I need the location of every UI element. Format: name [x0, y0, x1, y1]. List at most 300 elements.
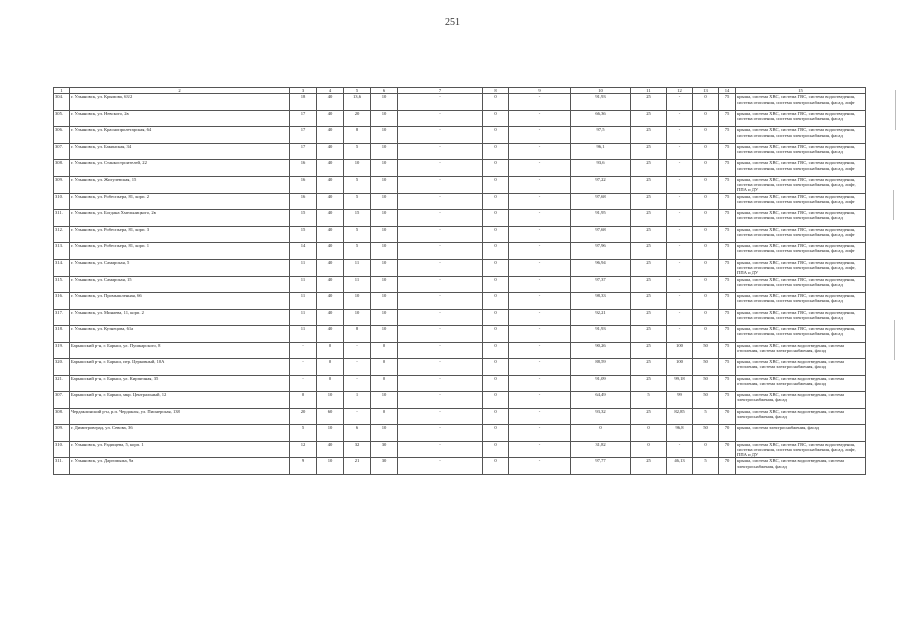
value-cell: 21 [344, 458, 371, 475]
value-cell: - [398, 276, 483, 293]
value-cell: 75 [719, 259, 736, 276]
value-cell: 10 [371, 293, 398, 310]
value-cell: 10 [371, 160, 398, 177]
table-row [54, 110, 866, 127]
table-row [54, 243, 866, 260]
value-cell: 50 [693, 342, 719, 359]
value-cell: - [667, 326, 693, 343]
column-number-cell: 13 [693, 88, 719, 94]
value-cell: 0 [483, 276, 509, 293]
value-cell: 75 [719, 160, 736, 177]
table-row [54, 392, 866, 409]
value-cell: 5 [693, 408, 719, 425]
value-cell: 10 [371, 309, 398, 326]
value-cell: - [398, 293, 483, 310]
value-cell: 0 [483, 425, 509, 442]
table-row [54, 408, 866, 425]
table-row [54, 441, 866, 458]
value-cell: - [509, 309, 571, 326]
value-cell: 97,22 [571, 176, 631, 193]
works-cell: крыша, система ХВС, система ГВС, система водоотведения, система отопления, система электроснабжения, фасад [736, 143, 866, 160]
value-cell: - [398, 326, 483, 343]
works-cell: крыша, система ХВС, система ГВС, система водоотведения, система отопления, система электроснабжения, фасад, лифт [736, 243, 866, 260]
value-cell: 25 [631, 458, 667, 475]
value-cell: - [398, 441, 483, 458]
row-number-cell: 314. [54, 259, 70, 276]
column-number-cell: 3 [290, 88, 317, 94]
value-cell: - [509, 458, 571, 475]
value-cell: - [509, 127, 571, 144]
value-cell: 16 [290, 160, 317, 177]
value-cell: 25 [631, 293, 667, 310]
value-cell: 96,94 [571, 259, 631, 276]
value-cell: 0 [371, 408, 398, 425]
value-cell: 0 [483, 127, 509, 144]
value-cell: 17 [290, 127, 317, 144]
value-cell: - [667, 259, 693, 276]
column-number-cell: 6 [371, 88, 398, 94]
value-cell: - [398, 127, 483, 144]
value-cell: 0 [631, 441, 667, 458]
value-cell: 0 [483, 94, 509, 111]
table-row [54, 176, 866, 193]
value-cell: 10 [344, 309, 371, 326]
value-cell: - [667, 441, 693, 458]
page-number: 251 [445, 17, 460, 28]
address-cell: Барышский р-н, г. Барыш, ул. Кирпичная, 35 [70, 375, 290, 392]
value-cell: 0 [483, 160, 509, 177]
value-cell: - [667, 309, 693, 326]
value-cell: - [398, 210, 483, 227]
value-cell: - [509, 276, 571, 293]
works-cell: крыша, система ХВС, система ГВС, система водоотведения, система отопления, система электроснабжения, фасад [736, 276, 866, 293]
value-cell: 50 [693, 375, 719, 392]
value-cell: 16 [290, 176, 317, 193]
value-cell: - [509, 243, 571, 260]
value-cell: 10 [344, 293, 371, 310]
works-cell: крыша, система ХВС, система водоотведения, система электроснабжения, фасад [736, 458, 866, 475]
works-cell: крыша, система ХВС, система ГВС, система водоотведения, система отопления, система электроснабжения, фасад [736, 210, 866, 227]
margin-mark [893, 190, 894, 220]
row-number-cell: 318. [54, 326, 70, 343]
works-cell: крыша, система ХВС, система ГВС, система водоотведения, система отопления, система электроснабжения, фасад [736, 110, 866, 127]
value-cell: 0 [693, 110, 719, 127]
value-cell: 25 [631, 326, 667, 343]
value-cell: - [344, 342, 371, 359]
housing-repair-table [53, 87, 866, 475]
works-cell: крыша, система ХВС, система ГВС, система водоотведения, система отопления, система электроснабжения, фасад, лифт, ППА и ДУ [736, 441, 866, 458]
row-number-cell: 309. [54, 176, 70, 193]
value-cell: 5 [344, 176, 371, 193]
value-cell: 0 [693, 276, 719, 293]
value-cell: 0 [483, 342, 509, 359]
value-cell: - [509, 359, 571, 376]
value-cell: 10 [371, 425, 398, 442]
value-cell: 10 [371, 127, 398, 144]
value-cell: 96,8 [667, 425, 693, 442]
value-cell: 0 [371, 359, 398, 376]
value-cell: - [667, 243, 693, 260]
value-cell: 0 [483, 110, 509, 127]
value-cell: - [290, 359, 317, 376]
value-cell: - [398, 425, 483, 442]
value-cell: 5 [344, 243, 371, 260]
value-cell: 5 [290, 425, 317, 442]
margin-mark [895, 90, 896, 130]
value-cell: - [509, 342, 571, 359]
value-cell: - [509, 326, 571, 343]
value-cell: 25 [631, 127, 667, 144]
value-cell: 1 [344, 392, 371, 409]
row-number-cell: 315. [54, 276, 70, 293]
works-cell: крыша, система ХВС, система водоотведения, система отопления, система электроснабжения, фасад [736, 342, 866, 359]
value-cell: - [344, 359, 371, 376]
table-row [54, 226, 866, 243]
value-cell: 40 [317, 193, 344, 210]
address-cell: г. Ульяновск, ул. Самарская, 15 [70, 276, 290, 293]
value-cell: 25 [631, 226, 667, 243]
table-row [54, 160, 866, 177]
value-cell: 25 [631, 243, 667, 260]
value-cell: 5 [344, 226, 371, 243]
value-cell: 25 [631, 276, 667, 293]
value-cell: - [398, 176, 483, 193]
value-cell: 50 [693, 392, 719, 409]
address-cell: Барышский р-н, г. Барыш, пер. Церковный, 10А [70, 359, 290, 376]
value-cell: - [667, 94, 693, 111]
value-cell: - [398, 226, 483, 243]
works-cell: крыша, система ХВС, система водоотведения, система электроснабжения, фасад [736, 392, 866, 409]
value-cell: 40 [317, 259, 344, 276]
value-cell: 11 [344, 259, 371, 276]
value-cell: - [509, 160, 571, 177]
value-cell: - [667, 143, 693, 160]
value-cell: 0 [693, 326, 719, 343]
row-number-cell: 310. [54, 193, 70, 210]
value-cell: - [509, 176, 571, 193]
row-number-cell: 321. [54, 375, 70, 392]
value-cell: 75 [719, 326, 736, 343]
value-cell: 75 [719, 359, 736, 376]
table-row [54, 342, 866, 359]
value-cell: 46,13 [667, 458, 693, 475]
works-cell: крыша, система ХВС, система ГВС, система водоотведения, система отопления, система электроснабжения, фасад, лифт, ППА и ДУ [736, 176, 866, 193]
value-cell: 0 [693, 143, 719, 160]
value-cell: 31,82 [571, 441, 631, 458]
value-cell: 70 [719, 408, 736, 425]
value-cell: 40 [317, 143, 344, 160]
value-cell: 75 [719, 143, 736, 160]
value-cell: - [667, 160, 693, 177]
value-cell: 40 [317, 94, 344, 111]
value-cell: 0 [483, 259, 509, 276]
table-row [54, 127, 866, 144]
value-cell: - [667, 127, 693, 144]
address-cell: Барышский р-н, г. Барыш, мкр. Центральный, 12 [70, 392, 290, 409]
value-cell: 99,18 [667, 375, 693, 392]
value-cell: - [398, 94, 483, 111]
value-cell: 6 [344, 425, 371, 442]
value-cell: - [398, 408, 483, 425]
table-row [54, 210, 866, 227]
row-number-cell: 311. [54, 210, 70, 227]
value-cell: 25 [631, 359, 667, 376]
value-cell: 25 [631, 94, 667, 111]
value-cell: 10 [371, 259, 398, 276]
address-cell: г. Ульяновск, ул. Минаева, 11, корп. 2 [70, 309, 290, 326]
row-number-cell: 316. [54, 293, 70, 310]
address-cell: Чердаклинский р-н, р.п. Чердаклы, ул. Пионерская, 138 [70, 408, 290, 425]
value-cell: 75 [719, 293, 736, 310]
value-cell: 0 [371, 375, 398, 392]
value-cell: 0 [693, 176, 719, 193]
address-cell: г. Ульяновск, ул. Станкостроителей, 22 [70, 160, 290, 177]
value-cell: 70 [719, 441, 736, 458]
value-cell: 75 [719, 226, 736, 243]
value-cell: 97,5 [571, 127, 631, 144]
address-cell: г. Ульяновск, ул. Жигулевская, 15 [70, 176, 290, 193]
value-cell: 100 [667, 342, 693, 359]
value-cell: - [667, 276, 693, 293]
address-cell: г. Ульяновск, ул. Робеспьера, 81, корп. 1 [70, 243, 290, 260]
value-cell: 20 [290, 408, 317, 425]
column-number-cell: 10 [571, 88, 631, 94]
column-number-cell: 2 [70, 88, 290, 94]
value-cell: 0 [483, 193, 509, 210]
value-cell: 10 [317, 458, 344, 475]
value-cell: 0 [483, 408, 509, 425]
address-cell: г. Ульяновск, ул. Богдана Хмельницкого, 2в [70, 210, 290, 227]
value-cell: - [509, 210, 571, 227]
value-cell: 70 [719, 458, 736, 475]
margin-mark [894, 320, 895, 360]
value-cell: - [398, 309, 483, 326]
address-cell: г. Димитровград, ул. Севова, 36 [70, 425, 290, 442]
value-cell: 75 [719, 176, 736, 193]
value-cell: 10 [317, 392, 344, 409]
value-cell: - [509, 259, 571, 276]
value-cell: 0 [290, 392, 317, 409]
value-cell: 25 [631, 408, 667, 425]
value-cell: 91,93 [571, 94, 631, 111]
value-cell: 75 [719, 243, 736, 260]
value-cell: 40 [317, 243, 344, 260]
value-cell: - [667, 226, 693, 243]
table-row [54, 143, 866, 160]
table-row [54, 259, 866, 276]
value-cell: 5 [344, 143, 371, 160]
value-cell: 93,6 [571, 160, 631, 177]
works-cell: крыша, система ХВС, система ГВС, система водоотведения, система отопления, система электроснабжения, фасад [736, 309, 866, 326]
value-cell: 25 [631, 176, 667, 193]
value-cell: 25 [631, 193, 667, 210]
value-cell: 20 [344, 110, 371, 127]
address-cell: Барышский р-н, г. Барыш, ул. Пушкарского, 8 [70, 342, 290, 359]
row-number-cell: 306. [54, 127, 70, 144]
value-cell: 32 [344, 441, 371, 458]
value-cell: 92,21 [571, 309, 631, 326]
value-cell: - [290, 375, 317, 392]
column-number-cell: 11 [631, 88, 667, 94]
value-cell: 12 [290, 441, 317, 458]
value-cell: - [667, 110, 693, 127]
row-number-cell: 313. [54, 243, 70, 260]
value-cell: - [509, 110, 571, 127]
works-cell: крыша, система ХВС, система ГВС, система водоотведения, система отопления, система электроснабжения, фасад [736, 127, 866, 144]
value-cell: 10 [371, 243, 398, 260]
value-cell: 10 [344, 160, 371, 177]
value-cell: 40 [317, 160, 344, 177]
value-cell: - [398, 143, 483, 160]
value-cell: 10 [371, 176, 398, 193]
column-number-cell: 12 [667, 88, 693, 94]
value-cell: 0 [483, 243, 509, 260]
value-cell: - [509, 293, 571, 310]
value-cell: - [344, 408, 371, 425]
value-cell: 30 [371, 441, 398, 458]
value-cell: 0 [483, 210, 509, 227]
value-cell: 70 [719, 425, 736, 442]
value-cell: - [398, 458, 483, 475]
value-cell: 40 [317, 276, 344, 293]
value-cell: 40 [317, 309, 344, 326]
value-cell: 11 [290, 309, 317, 326]
value-cell: 25 [631, 143, 667, 160]
value-cell: 0 [317, 359, 344, 376]
value-cell: 25 [631, 160, 667, 177]
column-number-cell: 9 [509, 88, 571, 94]
value-cell: 17 [290, 143, 317, 160]
value-cell: 17 [290, 110, 317, 127]
value-cell: 16 [290, 193, 317, 210]
value-cell: - [398, 160, 483, 177]
value-cell: 0 [693, 243, 719, 260]
works-cell: крыша, система ХВС, система ГВС, система водоотведения, система отопления, система электроснабжения, фасад [736, 326, 866, 343]
value-cell: 0 [693, 210, 719, 227]
table-row [54, 94, 866, 111]
row-number-cell: 308. [54, 160, 70, 177]
value-cell: - [398, 193, 483, 210]
value-cell: 0 [693, 160, 719, 177]
value-cell: - [509, 375, 571, 392]
value-cell: 66,36 [571, 110, 631, 127]
address-cell: г. Ульяновск, ул. Кузнецова, 61а [70, 326, 290, 343]
works-cell: крыша, система ХВС, система водоотведения, система электроснабжения, фасад [736, 408, 866, 425]
value-cell: 10 [371, 210, 398, 227]
row-number-cell: 305. [54, 110, 70, 127]
value-cell: 0 [631, 425, 667, 442]
value-cell: 0 [317, 342, 344, 359]
value-cell: 88,59 [571, 359, 631, 376]
row-number-cell: 311. [54, 458, 70, 475]
value-cell: 10 [371, 276, 398, 293]
value-cell: - [509, 425, 571, 442]
value-cell: 25 [631, 110, 667, 127]
address-cell: г. Ульяновск, ул. Крымова, 63/2 [70, 94, 290, 111]
value-cell: 91,93 [571, 326, 631, 343]
table-row [54, 293, 866, 310]
value-cell: 75 [719, 276, 736, 293]
value-cell: - [667, 293, 693, 310]
address-cell: г. Ульяновск, ул. Невского, 2в [70, 110, 290, 127]
value-cell: 15 [290, 210, 317, 227]
value-cell: 0 [483, 293, 509, 310]
column-number-cell: 8 [483, 88, 509, 94]
works-cell: крыша, система ХВС, система ГВС, система водоотведения, система отопления, система электроснабжения, фасад, лифт, ППА и ДУ [736, 259, 866, 276]
value-cell: 75 [719, 94, 736, 111]
works-cell: крыша, система ХВС, система водоотведения, система отопления, система электроснабжения, фасад [736, 359, 866, 376]
value-cell: 11 [290, 276, 317, 293]
value-cell: 100 [667, 359, 693, 376]
value-cell: 60 [317, 408, 344, 425]
row-number-cell: 307. [54, 143, 70, 160]
value-cell: 0 [483, 143, 509, 160]
value-cell: - [290, 342, 317, 359]
value-cell: 91,09 [571, 375, 631, 392]
value-cell: 98,33 [571, 293, 631, 310]
value-cell: 40 [317, 293, 344, 310]
value-cell: 75 [719, 375, 736, 392]
value-cell: 0 [693, 94, 719, 111]
works-cell: крыша, система ХВС, система ГВС, система водоотведения, система отопления, система электроснабжения, фасад, лифт [736, 160, 866, 177]
value-cell: - [509, 143, 571, 160]
value-cell: 18 [290, 94, 317, 111]
value-cell: 64,49 [571, 392, 631, 409]
value-cell: 10 [371, 143, 398, 160]
value-cell: 8 [344, 127, 371, 144]
value-cell: 75 [719, 110, 736, 127]
value-cell: 0 [693, 293, 719, 310]
value-cell: 40 [317, 127, 344, 144]
value-cell: 13,6 [344, 94, 371, 111]
value-cell: 40 [317, 226, 344, 243]
address-cell: г. Ульяновск, ул. Самарская, 5 [70, 259, 290, 276]
value-cell: 0 [693, 226, 719, 243]
value-cell: 0 [483, 392, 509, 409]
value-cell: 75 [719, 342, 736, 359]
row-number-cell: 307. [54, 392, 70, 409]
address-cell: г. Ульяновск, ул. Робеспьера, 81, корп. 3 [70, 226, 290, 243]
value-cell: - [398, 243, 483, 260]
value-cell: 50 [693, 425, 719, 442]
table-row [54, 425, 866, 442]
row-number-cell: 317. [54, 309, 70, 326]
row-number-cell: 319. [54, 342, 70, 359]
value-cell: 15 [290, 226, 317, 243]
value-cell: - [667, 176, 693, 193]
value-cell: 97,77 [571, 458, 631, 475]
value-cell: 0 [371, 342, 398, 359]
value-cell: 40 [317, 441, 344, 458]
value-cell: 11 [344, 276, 371, 293]
value-cell: 10 [371, 110, 398, 127]
value-cell: 11 [290, 259, 317, 276]
value-cell: 25 [631, 309, 667, 326]
value-cell: 0 [317, 375, 344, 392]
row-number-cell: 320. [54, 359, 70, 376]
value-cell: 25 [631, 342, 667, 359]
column-number-cell: 14 [719, 88, 736, 94]
value-cell: - [509, 441, 571, 458]
value-cell: 75 [719, 309, 736, 326]
value-cell: 5 [693, 458, 719, 475]
value-cell: 40 [317, 326, 344, 343]
value-cell: 8 [344, 326, 371, 343]
row-number-cell: 310. [54, 441, 70, 458]
address-cell: г. Ульяновск, ул. Краснопролетарская, 64 [70, 127, 290, 144]
value-cell: 10 [371, 226, 398, 243]
value-cell: 82,85 [667, 408, 693, 425]
